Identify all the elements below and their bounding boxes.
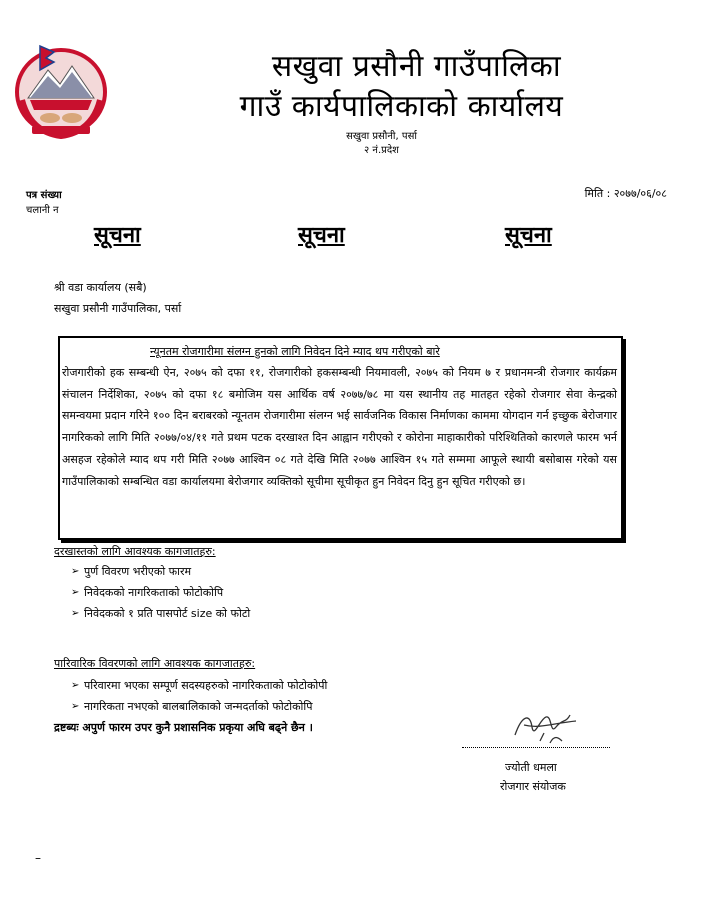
- list-item: ➢ निवेदकको १ प्रति पासपोर्ट size को फोटो: [84, 603, 250, 624]
- signature-line: [462, 747, 610, 748]
- list-item: ➢ निवेदकको नागरिकताको फोटोकोपि: [84, 582, 250, 603]
- list-item: ➢ परिवारमा भएका सम्पूर्ण सदस्यहरुको नागरिकताको फोटोकोपी: [84, 675, 327, 696]
- signatory-name: ज्योती धमला: [505, 761, 557, 774]
- arrow-bullet-icon: ➢: [71, 566, 80, 577]
- arrow-bullet-icon: ➢: [71, 701, 80, 712]
- signature-icon: [510, 705, 580, 750]
- signatory-title: रोजगार संयोजक: [500, 780, 566, 793]
- notice-heading: सूचना: [94, 223, 141, 248]
- office-address: सखुवा प्रसौनी, पर्सा: [346, 131, 417, 142]
- dispatch-number-label: चलानी न: [26, 205, 59, 216]
- office-title-line2: गाउँ कार्यपालिकाको कार्यालय: [239, 89, 564, 124]
- document-date: मिति : २०७७/०६/०८: [584, 187, 667, 200]
- notice-heading: सूचना: [505, 223, 552, 248]
- notice-subject: न्यूनतम रोजगारीमा संलग्न हुनको लागि निवेदन दिने म्याद थप गरीएको बारे: [150, 345, 440, 358]
- notice-body: रोजगारीको हक सम्बन्धी ऐन, २०७५ को दफा ११, रोजगारीको हकसम्बन्धी नियमावली, २०७५ को नियम ७ र प्रधानमन्त्री रोजगार कार्यक्रम संचालन निर्देशिका, २०७५ को दफा १८ बमोजिम यस आर्थिक वर्ष २०७७/७८ मा यस स्थानीय तह मातहत रहेको रोजगार सेवा केन्द्रको समन्वयमा प्रदान गरिने १०० दिन बराबरको न्यूनतम रोजगारीमा संलग्न भई सार्वजनिक विकास निर्माणका काममा योगदान गर्न इच्छुक बेरोजगार नागरिकको लागि मिति २०७७/०४/११ गते प्रथम पटक दरखाश्त दिन आह्वान गरीएको र कोरोना माहाकारीको परिश्थितिको कारणले फारम भर्न असहज रहेकोले म्याद थप गरी मिति २०७७ आश्विन ०८ गते देखि मिति २०७७ आश्विन १५ गते सम्ममा आफूले स्थायी बसोबास गरेको यस गाउँपालिकाको सम्बन्धित वडा कार्यालयमा बेरोजगार व्यक्तिको सूचीमा सूचीकृत हुन निवेदन दिनु हुन सूचित गरीएको छ।: [62, 366, 617, 488]
- application-docs-list: [71, 561, 251, 624]
- notice-heading: सूचना: [298, 223, 345, 248]
- arrow-bullet-icon: ➢: [71, 587, 80, 598]
- family-docs-list: [71, 675, 328, 717]
- footer-mark: –: [35, 851, 41, 865]
- addressee-line2: सखुवा प्रसौनी गाउँपालिका, पर्सा: [54, 302, 182, 315]
- arrow-bullet-icon: ➢: [71, 608, 80, 619]
- arrow-bullet-icon: ➢: [71, 680, 80, 691]
- application-docs-heading: दरखास्तको लागि आवश्यक कागजातहरु:: [54, 545, 216, 558]
- important-note: द्रष्टब्यः अपुर्ण फारम उपर कुनै प्रशासनिक प्रकृया अघि बढ्ने छैन ।: [54, 721, 313, 734]
- addressee-line1: श्री वडा कार्यालय (सबै): [54, 281, 147, 294]
- list-item: ➢ पुर्ण विवरण भरीएको फारम: [84, 561, 250, 582]
- letter-number-label: पत्र संख्या: [26, 190, 62, 201]
- family-docs-heading: पारिवारिक विवरणको लागि आवश्यक कागजातहरु:: [54, 657, 256, 670]
- office-title-line1: सखुवा प्रसौनी गाउँपालिका: [271, 49, 562, 84]
- list-item: ➢ नागरिकता नभएको बालबालिकाको जन्मदर्ताको फोटोकोपि: [84, 696, 327, 717]
- office-province: २ नं.प्रदेश: [364, 145, 399, 156]
